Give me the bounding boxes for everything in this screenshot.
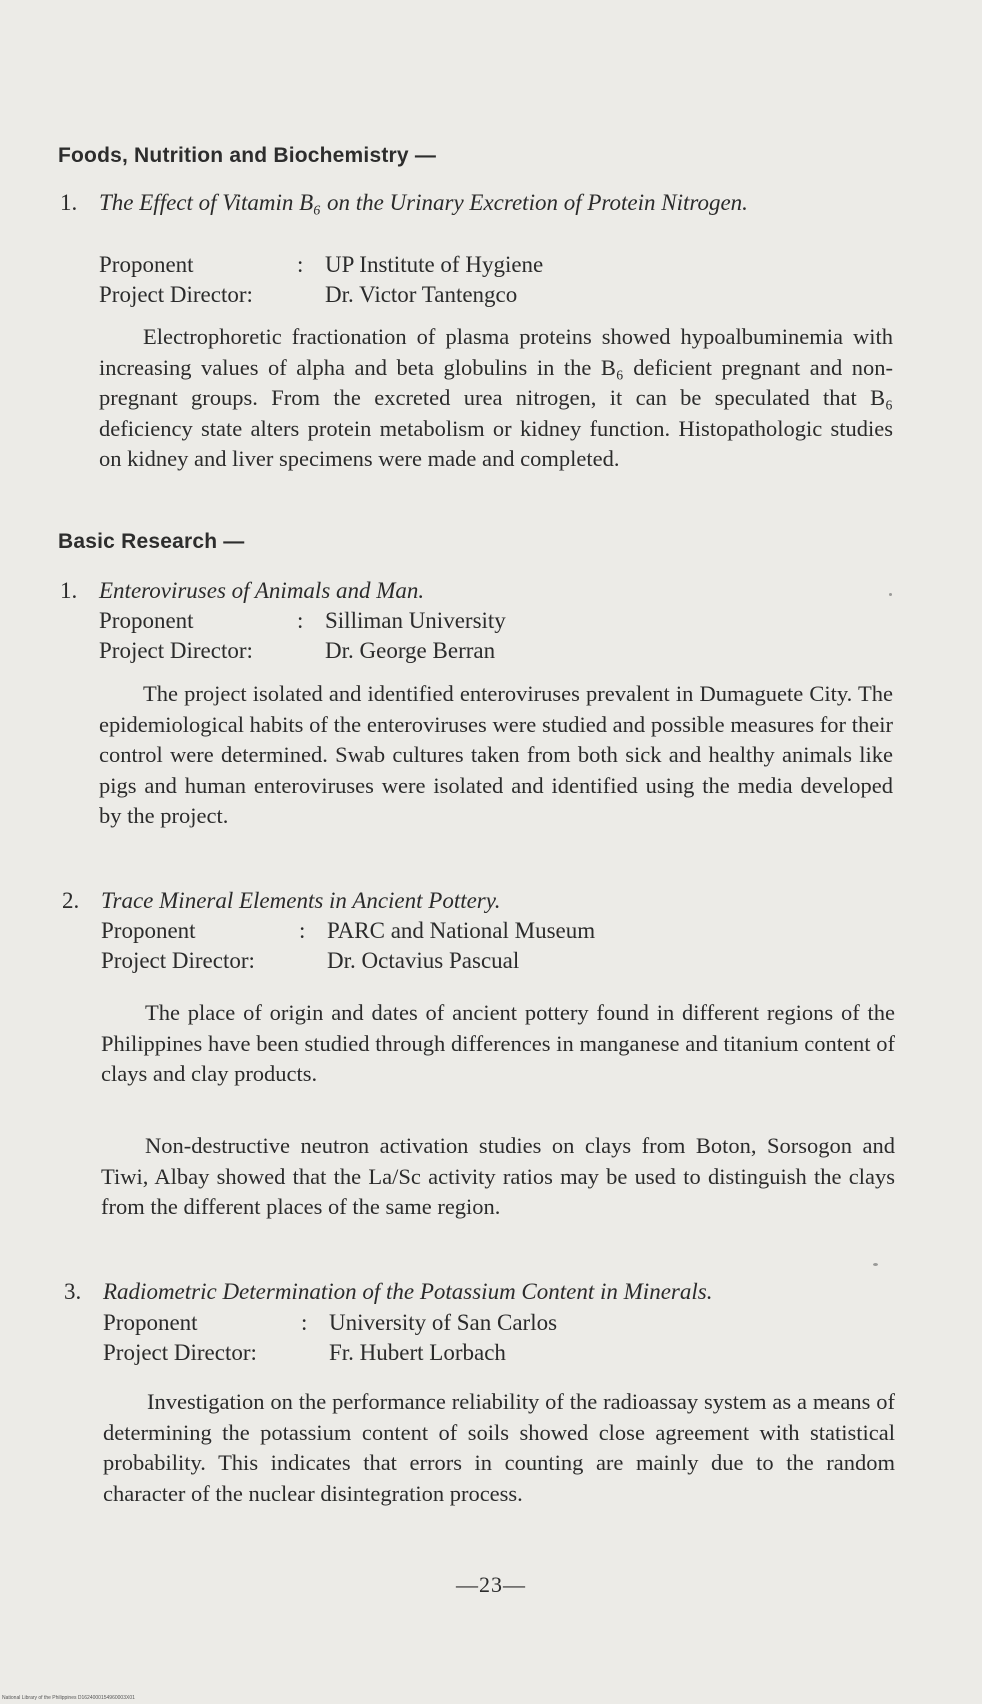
colon: :	[299, 918, 306, 943]
proponent-line	[103, 1308, 557, 1338]
director-label: Project Director:	[99, 282, 253, 307]
scan-speck	[873, 1263, 878, 1266]
proponent-line	[99, 250, 543, 280]
proponent-value: Silliman University	[325, 608, 506, 633]
proponent-value: UP Institute of Hygiene	[325, 252, 544, 277]
scan-footer: National Library of the Philippines D1624000154960003X01	[2, 1695, 135, 1701]
paragraph: Electrophoretic fractionation of plasma proteins showed hypoalbuminemia with increasing values of alpha and beta globulins in the B₆ deficient pregnant and non-pregnant groups. From the excreted urea nitrogen, it can be speculated that B₆ deficiency state alters protein metabolism or kidney function. Histopathologic studies on kidney and liver specimens were made and completed.	[99, 324, 893, 471]
director-value: Dr. Victor Tantengco	[325, 282, 518, 307]
proponent-line	[99, 606, 506, 636]
director-label: Project Director:	[101, 948, 255, 973]
colon: :	[297, 252, 304, 277]
proponent-value: University of San Carlos	[329, 1310, 558, 1335]
proponent-value: PARC and National Museum	[327, 918, 596, 943]
entry-title: Enteroviruses of Animals and Man.	[99, 578, 425, 603]
director-line	[103, 1338, 506, 1368]
colon: :	[297, 608, 304, 633]
director-line	[99, 636, 495, 666]
director-label: Project Director:	[99, 638, 253, 663]
director-label: Project Director:	[103, 1340, 257, 1365]
entry-number: 1.	[60, 578, 78, 603]
page-number: —23—	[456, 1572, 526, 1597]
proponent-line	[101, 916, 595, 946]
entry-title: Radiometric Determination of the Potassium Content in Minerals.	[103, 1279, 713, 1304]
proponent-label: Proponent	[103, 1310, 198, 1335]
paragraph: The project isolated and identified enteroviruses prevalent in Dumaguete City. The epidemiological habits of the enteroviruses were studied and possible measures for their control were determined. Swab cultures taken from both sick and healthy animals like pigs and human enteroviruses were isolated and identified using the media developed by the project.	[99, 681, 893, 828]
director-value: Dr. Octavius Pascual	[327, 948, 520, 973]
entry-title: The Effect of Vitamin B₆ on the Urinary Excretion of Protein Nitrogen.	[99, 190, 748, 215]
proponent-label: Proponent	[99, 252, 194, 277]
entry-number: 3.	[64, 1279, 82, 1304]
colon: :	[301, 1310, 308, 1335]
director-value: Dr. George Berran	[325, 638, 496, 663]
paragraph: Investigation on the performance reliability of the radioassay system as a means of determining the potassium content of soils showed close agreement with statistical probability. This indicates that errors in counting are mainly due to the random character of the nuclear disintegration process.	[103, 1389, 895, 1506]
director-value: Fr. Hubert Lorbach	[329, 1340, 506, 1365]
entry-title: Trace Mineral Elements in Ancient Pottery.	[101, 888, 501, 913]
proponent-label: Proponent	[101, 918, 196, 943]
director-line	[101, 946, 519, 976]
proponent-label: Proponent	[99, 608, 194, 633]
section-heading: Foods, Nutrition and Biochemistry —	[58, 144, 437, 167]
director-line	[99, 280, 517, 310]
section-heading: Basic Research —	[58, 530, 245, 553]
scan-speck	[889, 593, 892, 596]
paragraph: The place of origin and dates of ancient pottery found in different regions of the Philippines have been studied through differences in manganese and titanium content of clays and clay products.	[101, 1000, 895, 1086]
entry-number: 1.	[60, 190, 78, 215]
entry-number: 2.	[62, 888, 80, 913]
paragraph: Non-destructive neutron activation studies on clays from Boton, Sorsogon and Tiwi, Albay showed that the La/Sc activity ratios may be used to distinguish the clays from the different places of the same region.	[101, 1133, 895, 1219]
